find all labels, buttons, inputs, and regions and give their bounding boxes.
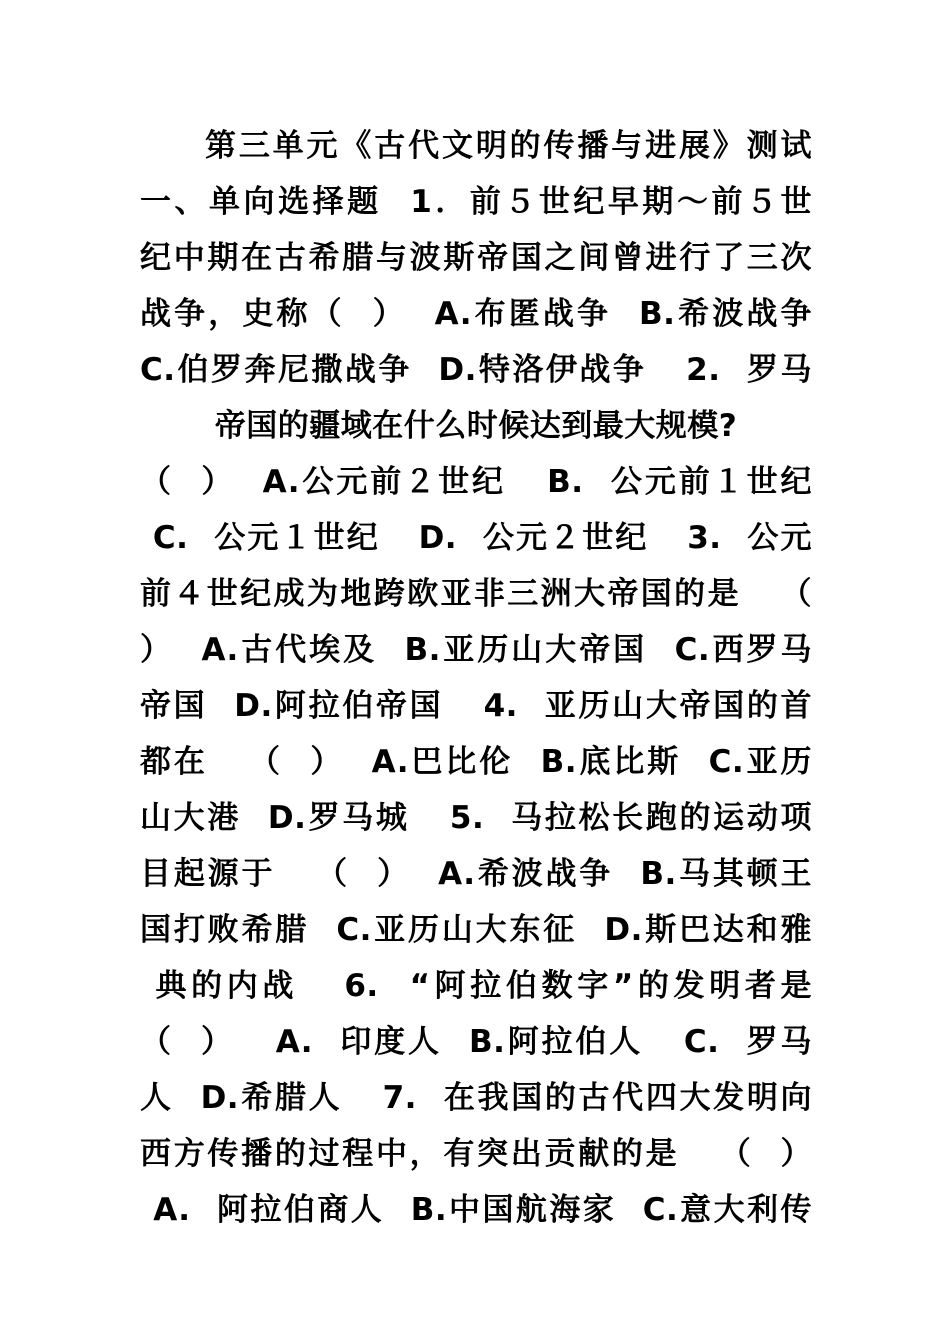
text-line: 目起源于 （ ） A.希波战争 B.马其顿王	[140, 856, 812, 892]
text-line: 前４世纪成为地跨欧亚非三洲大帝国的是 （	[140, 576, 812, 612]
text-line: 山大港 D.罗马城 5. 马拉松长跑的运动项	[140, 800, 812, 836]
text-line: （ ） A.公元前２世纪 B. 公元前１世纪	[140, 464, 812, 500]
text-line: 国打败希腊 C.亚历山大东征 D.斯巴达和雅	[140, 912, 812, 948]
text-line: 战争，史称（ ） A.布匿战争 B.希波战争	[140, 296, 812, 332]
document-title: 第三单元《古代文明的传播与进展》测试	[205, 128, 812, 164]
text-line: C.伯罗奔尼撒战争 D.特洛伊战争 2. 罗马	[140, 352, 812, 388]
text-line: 纪中期在古希腊与波斯帝国之间曾进行了三次	[140, 240, 812, 276]
text-line: 都在 （ ） A.巴比伦 B.底比斯 C.亚历	[140, 744, 812, 780]
text-line: 典的内战 6. “阿拉伯数字”的发明者是	[140, 968, 812, 1004]
text-line: 西方传播的过程中，有突出贡献的是 （ ）	[140, 1136, 812, 1172]
text-line: C. 公元１世纪 D. 公元２世纪 3. 公元	[140, 520, 812, 556]
text-line: 一、单向选择题 1．前５世纪早期～前５世	[140, 184, 812, 220]
text-line: 帝国 D.阿拉伯帝国 4. 亚历山大帝国的首	[140, 688, 812, 724]
text-line: 人 D.希腊人 7. 在我国的古代四大发明向	[140, 1080, 812, 1116]
text-line: 帝国的疆域在什么时候达到最大规模?	[214, 408, 738, 444]
text-line: （ ） A. 印度人 B.阿拉伯人 C. 罗马	[140, 1024, 812, 1060]
text-line: ） A.古代埃及 B.亚历山大帝国 C.西罗马	[140, 632, 812, 668]
text-line: A. 阿拉伯商人 B.中国航海家 C.意大利传	[140, 1192, 812, 1228]
